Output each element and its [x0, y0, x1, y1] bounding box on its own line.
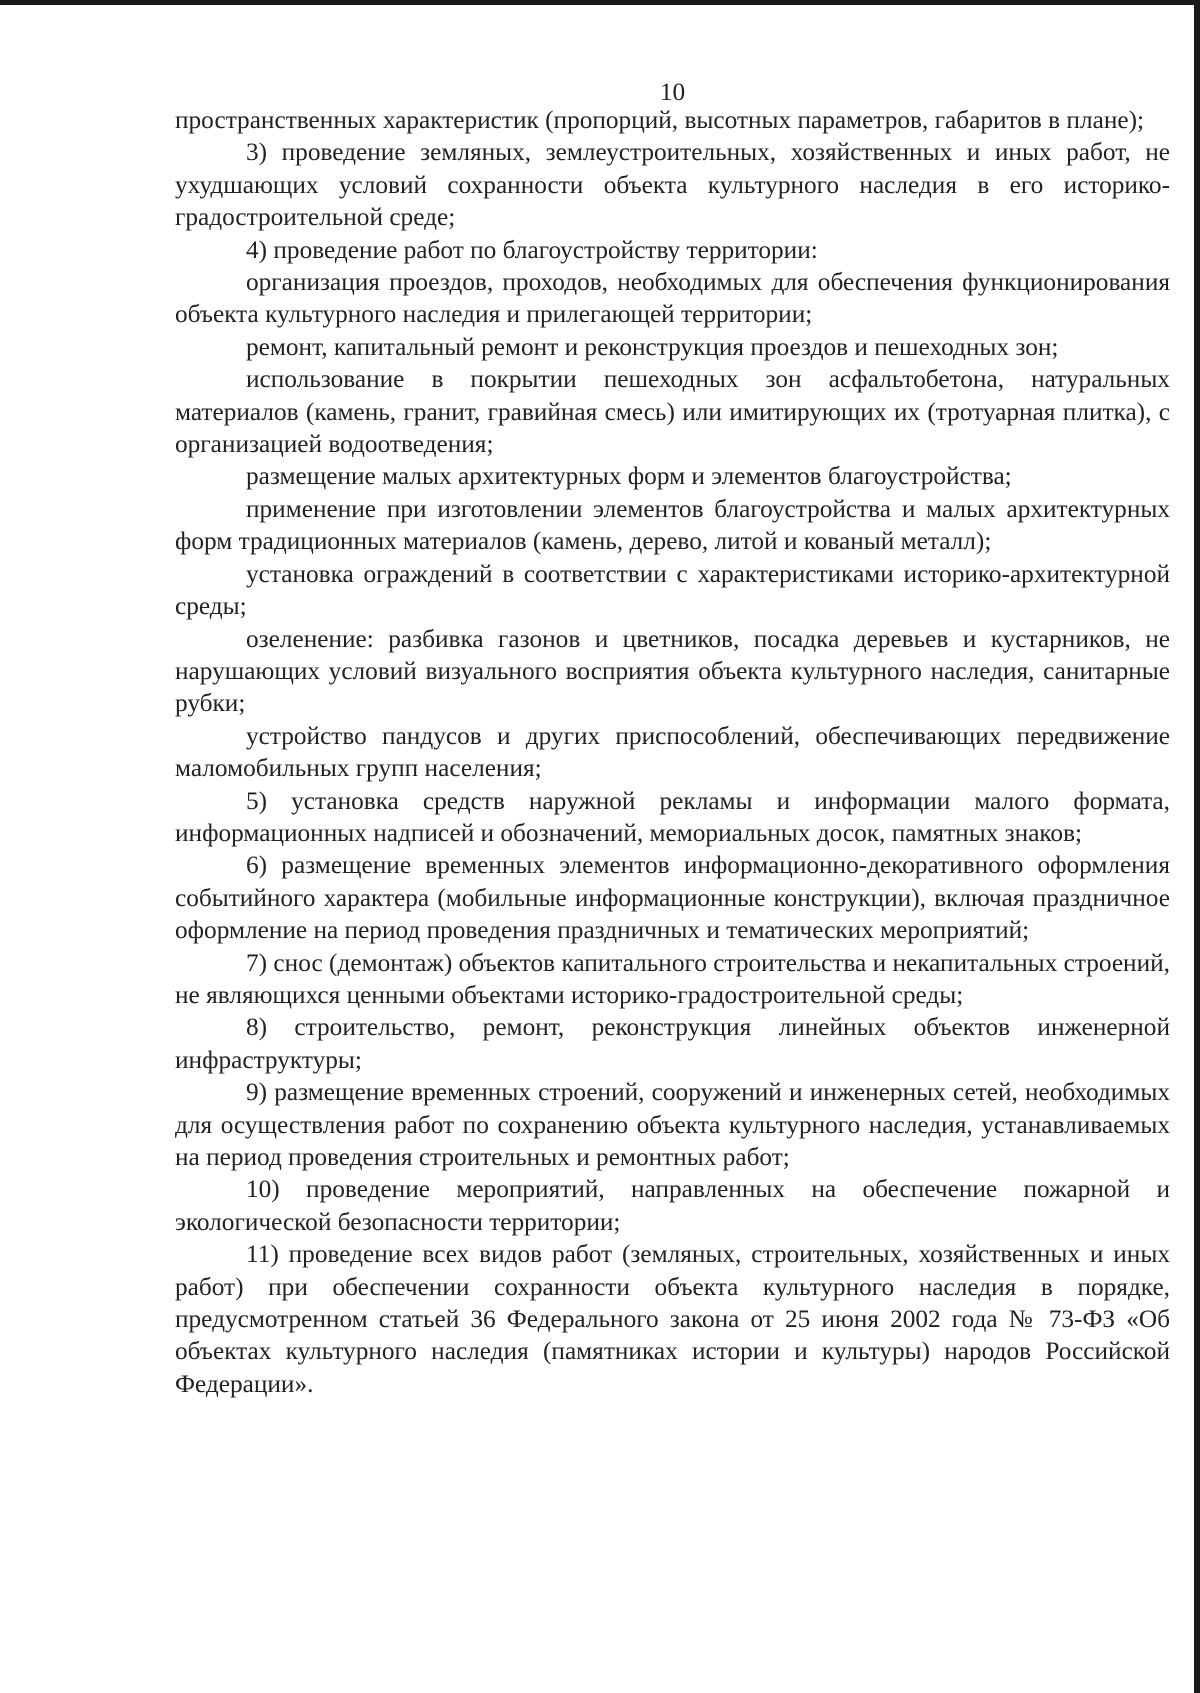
paragraph-subitem-paving: использование в покрытии пешеходных зон асфальтобетона, натуральных материалов (камень, гранит, гравийная смесь) или имитирующих их (тротуарная плитка), с организацией водоотведения;	[175, 365, 1170, 459]
paragraph-item-10: 10) проведение мероприятий, направленных на обеспечение пожарной и экологической безопасности территории;	[175, 1175, 1170, 1236]
paragraph-item-3: 3) проведение земляных, землеустроительных, хозяйственных и иных работ, не ухудшающих условий сохранности объекта культурного наследия в его историко-градостроительной среде;	[175, 138, 1170, 232]
paragraph-subitem-driveways: организация проездов, проходов, необходимых для обеспечения функционирования объекта культурного наследия и прилегающей территории;	[175, 268, 1170, 329]
paragraph-item-8: 8) строительство, ремонт, реконструкция линейных объектов инженерной инфраструктуры;	[175, 1013, 1170, 1074]
paragraph-subitem-ramps: устройство пандусов и других приспособлений, обеспечивающих передвижение маломобильных групп населения;	[175, 721, 1170, 783]
paragraph-subitem-fences: установка ограждений в соответствии с характеристиками историко-архитектурной среды;	[175, 559, 1170, 621]
scan-border-right	[1194, 0, 1200, 1693]
page-number: 10	[659, 78, 686, 106]
scan-border-top	[0, 0, 1200, 5]
paragraph-item-9: 9) размещение временных строений, сооружений и инженерных сетей, необходимых для осуществления работ по сохранению объекта культурного наследия, устанавливаемых на период проведения строительных и ремонтных работ;	[175, 1078, 1170, 1171]
paragraph-continuation: пространственных характеристик (пропорций, высотных параметров, габаритов в плане);	[175, 106, 1145, 134]
paragraph-subitem-materials: применение при изготовлении элементов благоустройства и малых архитектурных форм традиционных материалов (камень, дерево, литой и кованый металл);	[175, 494, 1170, 556]
paragraph-item-4: 4) проведение работ по благоустройству территории:	[246, 235, 818, 264]
paragraph-item-5: 5) установка средств наружной рекламы и информации малого формата, информационных надписей и обозначений, мемориальных досок, памятных знаков;	[175, 786, 1170, 847]
paragraph-item-7: 7) снос (демонтаж) объектов капитального строительства и некапитальных строений, не являющихся ценными объектами историко-градостроительной среды;	[175, 948, 1170, 1009]
paragraph-item-11: 11) проведение всех видов работ (земляных, строительных, хозяйственных и иных работ) при обеспечении сохранности объекта культурного наследия в порядке, предусмотренном статьей 36 Федерального закона от 25 июня 2002 года № 73-ФЗ «Об объектах культурного наследия (памятниках истории и культуры) народов Российской Федерации».	[175, 1240, 1170, 1398]
paragraph-item-6: 6) размещение временных элементов информационно-декоративного оформления событийного характера (мобильные информационные конструкции), включая праздничное оформление на период проведения праздничных и тематических мероприятий;	[175, 851, 1170, 945]
paragraph-subitem-repair: ремонт, капитальный ремонт и реконструкция проездов и пешеходных зон;	[246, 332, 1059, 361]
paragraph-subitem-landscaping: озеленение: разбивка газонов и цветников, посадка деревьев и кустарников, не нарушающих условий визуального восприятия объекта культурного наследия, санитарные рубки;	[175, 624, 1170, 718]
paragraph-subitem-small-forms: размещение малых архитектурных форм и элементов благоустройства;	[246, 462, 1012, 491]
document-page	[175, 72, 1170, 1400]
